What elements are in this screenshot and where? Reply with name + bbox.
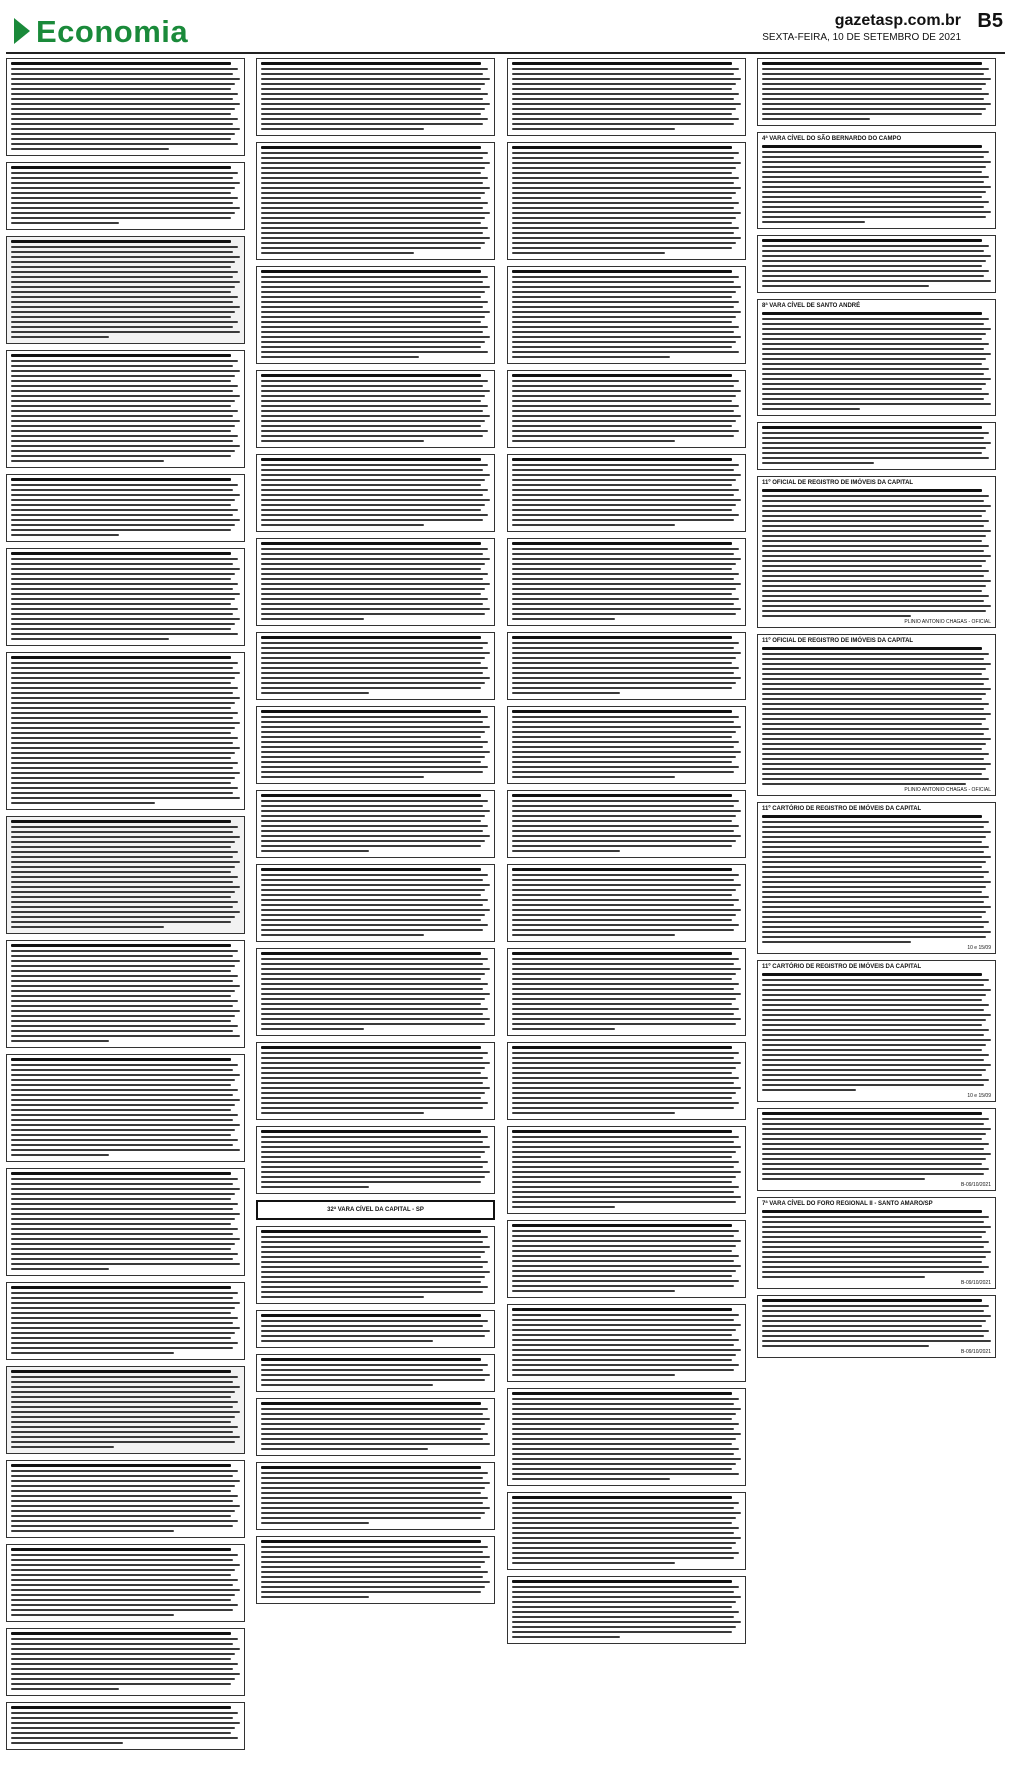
notice-body — [261, 542, 490, 620]
notice-signature: B-09/10/2021 — [960, 1182, 991, 1188]
legal-notice — [6, 548, 245, 646]
legal-notice — [6, 1702, 245, 1750]
legal-notice — [256, 370, 495, 448]
notice-heading: 11º CARTÓRIO DE REGISTRO DE IMÓVEIS DA CAPITAL — [762, 806, 922, 812]
notice-body — [512, 1496, 741, 1564]
legal-notice — [6, 940, 245, 1048]
notice-body — [11, 354, 240, 462]
notice-body — [512, 952, 741, 1030]
legal-notice — [6, 1366, 245, 1454]
legal-notice — [507, 632, 746, 700]
legal-notice — [256, 142, 495, 260]
notice-body — [512, 542, 741, 620]
notice-body — [11, 1706, 240, 1744]
legal-notice — [6, 816, 245, 934]
column-2 — [256, 58, 495, 1776]
notice-body — [512, 1130, 741, 1208]
notice-body — [261, 1046, 490, 1114]
notice-body — [261, 270, 490, 358]
notice-body — [261, 1130, 490, 1188]
notice-heading: 11º CARTÓRIO DE REGISTRO DE IMÓVEIS DA CAPITAL — [762, 964, 922, 970]
legal-notice — [757, 299, 996, 416]
page-number: B5 — [977, 10, 1003, 32]
notice-body — [261, 1358, 490, 1386]
notice-body — [11, 1286, 240, 1354]
edition-date: SEXTA-FEIRA, 10 DE SETEMBRO DE 2021 — [762, 32, 961, 43]
legal-notice — [507, 864, 746, 942]
notice-body — [512, 1224, 741, 1292]
legal-notice — [757, 235, 996, 293]
notice-body — [11, 1632, 240, 1690]
notice-signature: B-09/10/2021 — [960, 1349, 991, 1355]
notice-body — [762, 489, 991, 617]
notice-body — [11, 62, 240, 150]
legal-notice — [6, 474, 245, 542]
notice-body — [261, 794, 490, 852]
legal-notice — [507, 790, 746, 858]
notice-body — [11, 240, 240, 338]
notice-body — [762, 815, 991, 943]
legal-notice — [256, 1042, 495, 1120]
notice-body — [261, 710, 490, 778]
legal-notice — [507, 706, 746, 784]
notice-body — [261, 868, 490, 936]
notice-signature: 10 e 15/09 — [967, 1093, 991, 1099]
column-4 — [757, 58, 996, 1776]
legal-notice — [256, 1398, 495, 1456]
notice-body — [261, 62, 490, 130]
legal-notice — [256, 1536, 495, 1604]
notice-body — [11, 1370, 240, 1448]
notice-body — [762, 973, 991, 1091]
legal-notice — [757, 634, 996, 796]
legal-notice — [6, 236, 245, 344]
notice-body — [512, 270, 741, 358]
legal-notice — [256, 864, 495, 942]
notice-body — [11, 478, 240, 536]
masthead — [6, 4, 1005, 52]
legal-notice — [757, 802, 996, 954]
header-rule — [6, 52, 1005, 54]
notice-heading: 8ª VARA CÍVEL DE SANTO ANDRÉ — [762, 303, 861, 309]
notice-body — [11, 656, 240, 804]
legal-notice — [6, 1628, 245, 1696]
legal-notice — [6, 350, 245, 468]
notice-body — [512, 1046, 741, 1114]
notice-body — [11, 166, 240, 224]
legal-notice — [256, 58, 495, 136]
notice-body — [512, 794, 741, 852]
legal-notice — [507, 1388, 746, 1486]
legal-notice — [256, 706, 495, 784]
notice-body — [512, 62, 741, 130]
notice-body — [261, 636, 490, 694]
notice-heading: 11º OFICIAL DE REGISTRO DE IMÓVEIS DA CAPITAL — [762, 638, 914, 644]
notice-body — [762, 1112, 991, 1180]
legal-notice — [6, 1168, 245, 1276]
section-arrow-icon — [14, 18, 30, 44]
notice-body — [512, 868, 741, 936]
legal-notice — [507, 454, 746, 532]
legal-notice — [6, 162, 245, 230]
notice-heading: 7ª VARA CÍVEL DO FORO REGIONAL II - SANTO AMARO/SP — [762, 1201, 933, 1207]
notice-body — [261, 1230, 490, 1298]
section-title-text: Economia — [36, 14, 189, 49]
legal-notice — [507, 1126, 746, 1214]
notice-body — [11, 820, 240, 928]
notice-body — [512, 146, 741, 254]
notice-heading: 11º OFICIAL DE REGISTRO DE IMÓVEIS DA CAPITAL — [762, 480, 914, 486]
legal-notice — [507, 58, 746, 136]
legal-notice — [507, 142, 746, 260]
notice-body — [11, 1058, 240, 1156]
notice-body — [762, 312, 991, 410]
legal-notice — [507, 948, 746, 1036]
legal-notice — [6, 58, 245, 156]
legal-notice — [256, 266, 495, 364]
legal-notice — [757, 132, 996, 229]
notice-body — [261, 1466, 490, 1524]
legal-notice — [6, 652, 245, 810]
notice-body — [261, 374, 490, 442]
legal-notice — [6, 1460, 245, 1538]
notice-body — [261, 1402, 490, 1450]
legal-notice — [507, 1576, 746, 1644]
notice-body — [261, 1540, 490, 1598]
notice-signature: B-09/10/2021 — [960, 1280, 991, 1286]
notice-body — [512, 458, 741, 526]
legal-notice — [757, 476, 996, 628]
legal-notice — [507, 370, 746, 448]
legal-notice — [507, 1492, 746, 1570]
legal-notice — [256, 1462, 495, 1530]
notice-signature: PLINIO ANTONIO CHAGAS - OFICIAL — [904, 619, 991, 625]
notice-body — [512, 1580, 741, 1638]
legal-notice — [256, 632, 495, 700]
court-banner — [256, 1200, 495, 1220]
notice-body — [11, 552, 240, 640]
site-url[interactable]: gazetasp.com.br — [834, 12, 961, 29]
legal-notice — [757, 960, 996, 1102]
legal-notice — [757, 1295, 996, 1358]
legal-notice — [6, 1544, 245, 1622]
legal-notice — [757, 422, 996, 470]
court-banner-text: 32ª VARA CÍVEL DA CAPITAL - SP — [327, 1207, 424, 1213]
notice-heading: 4ª VARA CÍVEL DO SÃO BERNARDO DO CAMPO — [762, 136, 902, 142]
notice-body — [512, 636, 741, 694]
legal-notice — [507, 1304, 746, 1382]
legal-notice — [757, 58, 996, 126]
notice-body — [261, 458, 490, 526]
notice-signature: 10 e 15/09 — [967, 945, 991, 951]
notice-body — [512, 1308, 741, 1376]
legal-notice — [256, 790, 495, 858]
legal-notice — [256, 1310, 495, 1348]
legal-notice — [256, 948, 495, 1036]
notice-body — [762, 239, 991, 287]
legal-notice — [507, 266, 746, 364]
column-1 — [6, 58, 245, 1776]
notice-body — [512, 1392, 741, 1480]
legal-notice — [256, 538, 495, 626]
legal-notice — [757, 1197, 996, 1289]
notice-body — [261, 952, 490, 1030]
notice-body — [762, 145, 991, 223]
notice-body — [11, 944, 240, 1042]
notice-body — [762, 1299, 991, 1347]
notice-body — [261, 1314, 490, 1342]
legal-notice — [507, 1042, 746, 1120]
notice-body — [762, 62, 991, 120]
legal-notice — [256, 1126, 495, 1194]
notice-signature: PLINIO ANTONIO CHAGAS - OFICIAL — [904, 787, 991, 793]
legal-notice — [6, 1054, 245, 1162]
notice-body — [512, 710, 741, 778]
column-3 — [507, 58, 746, 1776]
notice-body — [762, 426, 991, 464]
legal-notice — [507, 538, 746, 626]
notice-body — [762, 647, 991, 785]
legal-notice — [6, 1282, 245, 1360]
legal-notice — [256, 1354, 495, 1392]
notice-body — [512, 374, 741, 442]
legal-notice — [256, 454, 495, 532]
notice-body — [11, 1464, 240, 1532]
legal-notice — [507, 1220, 746, 1298]
legal-notice — [757, 1108, 996, 1191]
legal-notice — [256, 1226, 495, 1304]
notice-body — [762, 1210, 991, 1278]
notice-body — [11, 1172, 240, 1270]
notice-body — [261, 146, 490, 254]
notice-body — [11, 1548, 240, 1616]
section-title — [14, 14, 188, 50]
